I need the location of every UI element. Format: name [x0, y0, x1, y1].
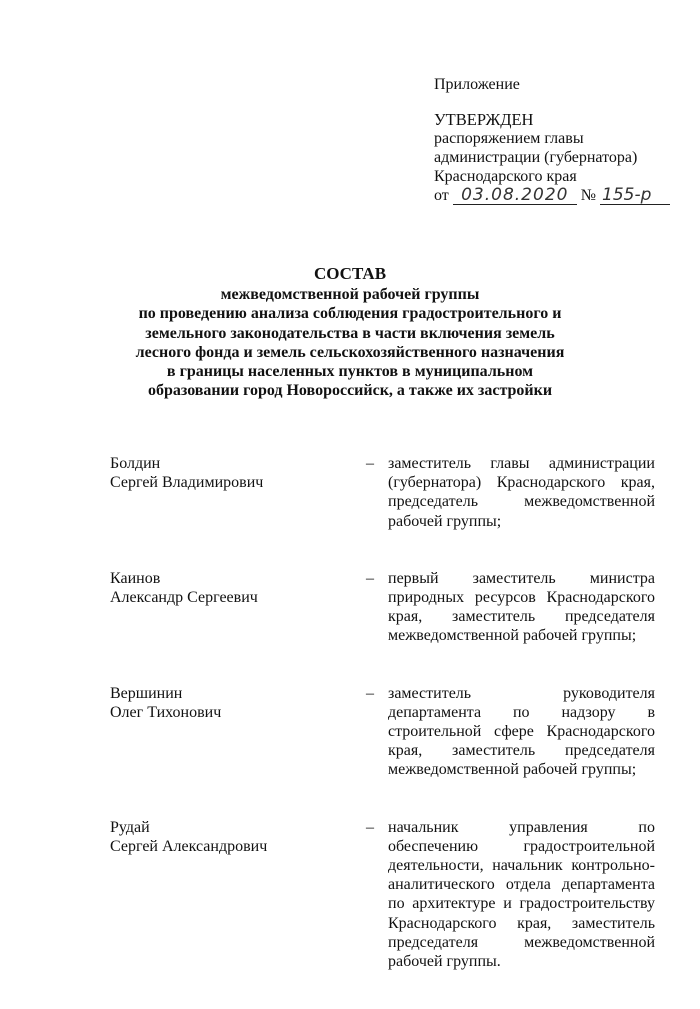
handwritten-date: 03.08.2020 — [453, 186, 577, 205]
handwritten-number: 155-р — [600, 186, 670, 205]
member-dash: – — [366, 684, 374, 702]
member-entry — [110, 569, 655, 646]
member-surname: Рудай — [110, 818, 150, 836]
member-name — [110, 454, 366, 531]
member-dash: – — [366, 569, 374, 587]
member-surname: Каинов — [110, 569, 161, 587]
from-label: от — [434, 187, 449, 204]
member-dash: – — [366, 455, 374, 472]
member-surname: Болдин — [110, 455, 161, 472]
appendix-label: Приложение — [434, 76, 520, 93]
member-role: первый заместитель министра природных ресурсов Краснодарского края, заместитель председателя межведомственной рабочей группы; — [388, 569, 655, 645]
approved-label: УТВЕРЖДЕН — [434, 110, 534, 129]
number-label: № — [580, 187, 597, 204]
member-role: заместитель главы администрации (губернатора) Краснодарского края, председатель межведомственной рабочей группы; — [388, 455, 655, 530]
member-surname: Вершинин — [110, 684, 183, 702]
member-given-name: Олег Тихонович — [110, 703, 222, 721]
member-name — [110, 684, 366, 780]
title-line: земельного законодательства в части включения земель — [145, 324, 555, 342]
title-line: межведомственной рабочей группы — [220, 286, 480, 304]
members-list — [110, 454, 655, 1009]
member-role: начальник управления по обеспечению градостроительной деятельности, начальник контрольно-аналитического отдела департамента по архитектуре и градостроительству Краснодарского края, заместитель председателя межведомственной рабочей группы. — [388, 818, 655, 971]
member-name — [110, 569, 366, 646]
approval-line: администрации (губернатора) — [434, 149, 638, 166]
member-given-name: Сергей Александрович — [110, 837, 268, 855]
title-main: СОСТАВ — [313, 264, 387, 283]
member-given-name: Александр Сергеевич — [110, 589, 258, 607]
order-date-number-line — [434, 186, 684, 205]
member-entry — [110, 684, 655, 780]
title-line: по проведению анализа соблюдения градостроительного и — [138, 305, 562, 323]
member-entry — [110, 454, 655, 531]
member-dash: – — [366, 818, 374, 836]
member-entry — [110, 818, 655, 972]
title-line: образовании город Новороссийск, а также их застройки — [147, 382, 553, 400]
member-role: заместитель руководителя департамента по надзору в строительной сфере Краснодарского края, заместитель председателя межведомственной рабочей группы; — [388, 684, 655, 779]
approval-block — [434, 75, 684, 205]
approval-line: Краснодарского края — [434, 168, 577, 185]
document-title — [110, 264, 590, 400]
member-given-name: Сергей Владимирович — [110, 474, 264, 492]
approval-line: распоряжением главы — [434, 130, 584, 147]
title-line: лесного фонда и земель сельскохозяйственного назначения — [135, 343, 565, 361]
title-line: в границы населенных пунктов в муниципальном — [166, 363, 534, 381]
member-name — [110, 818, 366, 972]
